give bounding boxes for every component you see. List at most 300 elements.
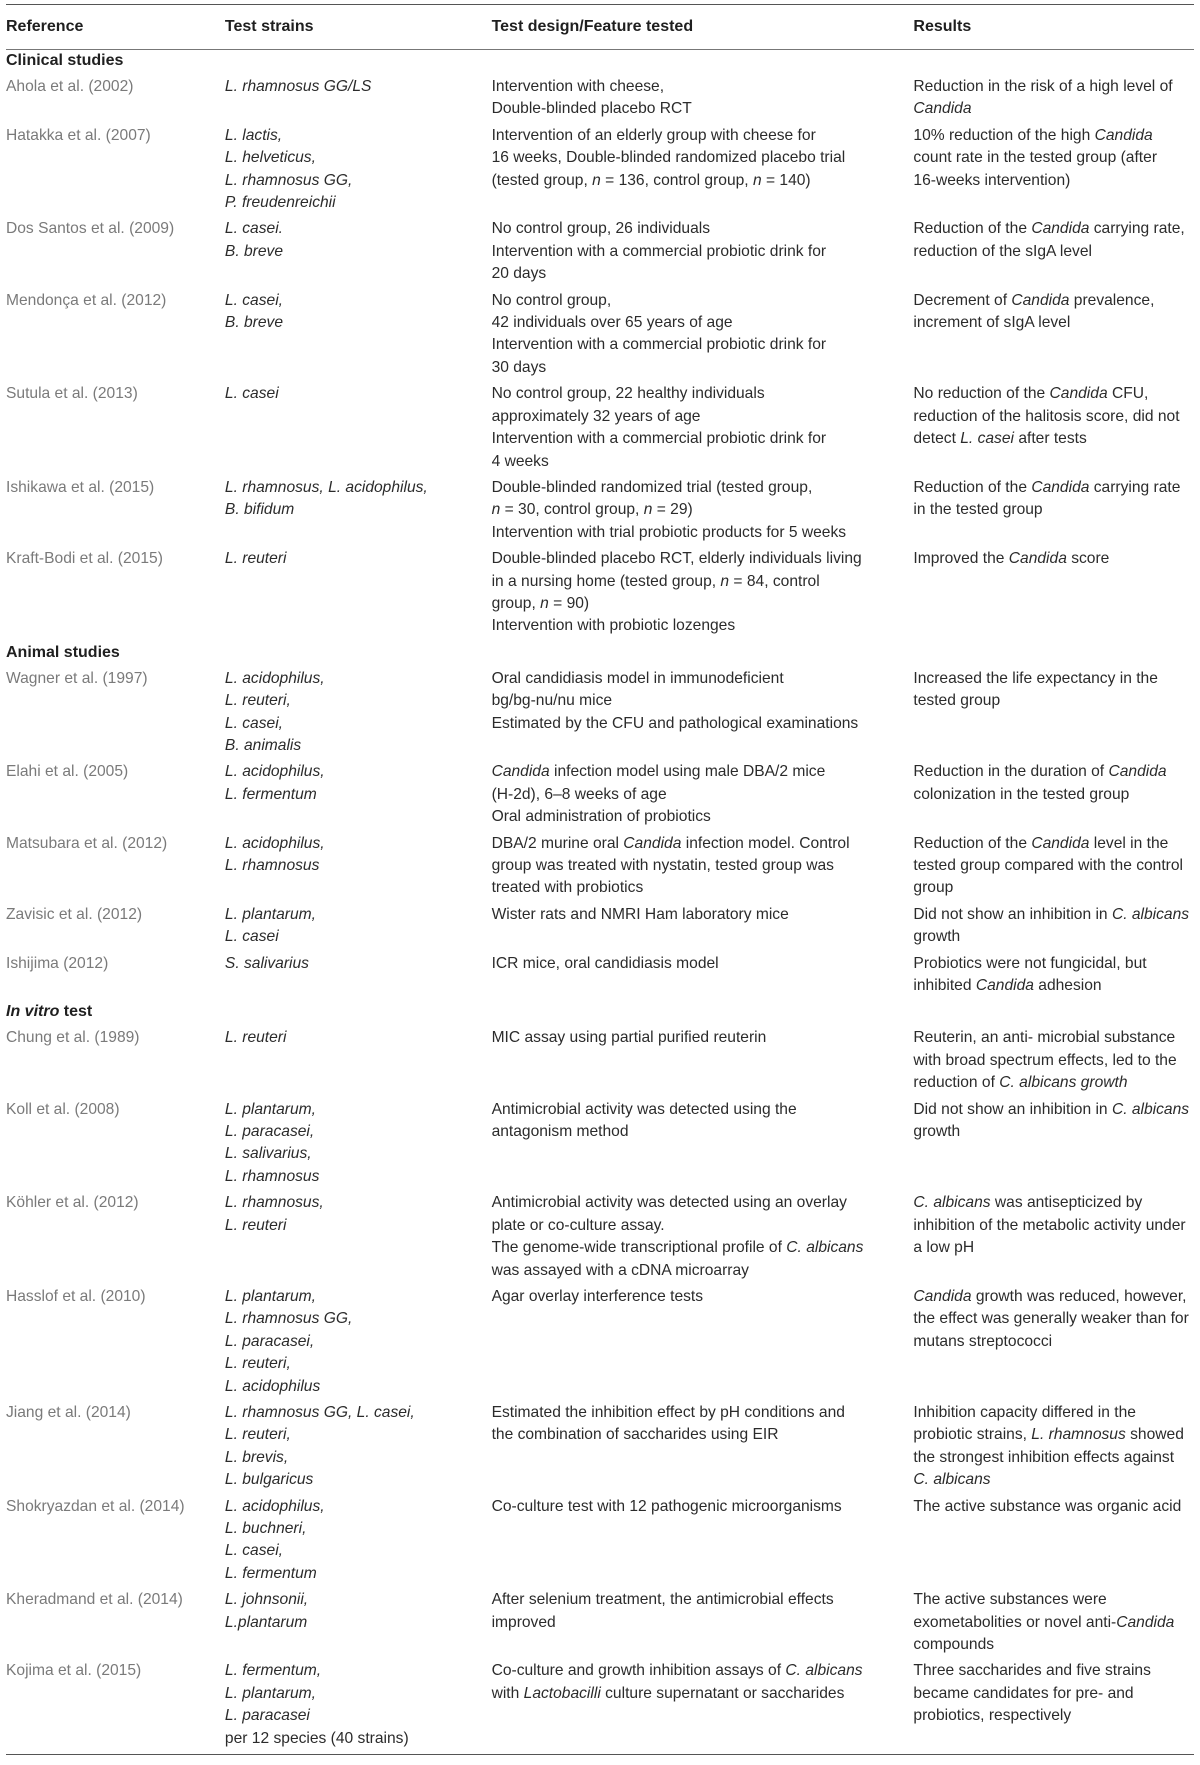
- text-run: 30 days: [491, 358, 547, 376]
- results-cell: [913, 1192, 1194, 1259]
- text-run: No control group, 22 healthy individuals: [491, 385, 765, 403]
- table-row: [6, 477, 1194, 548]
- text-run: Intervention with probiotic lozenges: [491, 617, 736, 635]
- design-cell: [492, 548, 914, 638]
- strain-line: L. rhamnosus: [224, 1167, 320, 1185]
- strain-line: L. acidophilus,: [224, 763, 325, 781]
- design-line: [492, 383, 914, 405]
- result-line: [913, 290, 1194, 312]
- result-line: [913, 428, 1194, 450]
- strains-cell: [219, 953, 492, 975]
- text-run: 4 weeks: [491, 452, 549, 470]
- text-run: Double-blinded placebo RCT, elderly individuals living: [491, 550, 862, 568]
- result-line: [913, 1683, 1194, 1705]
- table-row: [6, 1099, 1194, 1193]
- text-run: Animal studies: [6, 643, 120, 661]
- reference-cell: Hasslof et al. (2010): [6, 1287, 146, 1305]
- strain-line: L. buchneri,: [224, 1519, 307, 1537]
- text-run: Reduction of the: [913, 220, 1032, 238]
- strains-cell: [219, 383, 492, 405]
- text-run: Candida: [913, 100, 972, 118]
- reference-cell: Jiang et al. (2014): [6, 1403, 131, 1421]
- results-cell: [913, 761, 1194, 806]
- reference-cell: Kraft-Bodi et al. (2015): [6, 550, 163, 568]
- design-line: [492, 499, 914, 521]
- strain-line: L. rhamnosus GG, L. casei,: [224, 1403, 415, 1421]
- strains-cell: [219, 833, 492, 878]
- reference-cell: Dos Santos et al. (2009): [6, 220, 175, 238]
- reference-cell: Koll et al. (2008): [6, 1100, 120, 1118]
- strains-cell: [219, 1589, 492, 1634]
- text-run: prevalence,: [1069, 291, 1155, 309]
- text-run: L. rhamnosus: [1031, 1426, 1126, 1444]
- header-results: Results: [913, 18, 972, 35]
- text-run: n: [540, 594, 549, 612]
- design-cell: [492, 125, 914, 192]
- strain-line: L. paracasei,: [224, 1332, 315, 1350]
- strain-line: L. salivarius,: [224, 1145, 312, 1163]
- strain-line: L. acidophilus,: [224, 669, 325, 687]
- text-run: with broad spectrum effects, led to the: [913, 1051, 1177, 1069]
- text-run: Candida: [1049, 385, 1108, 403]
- table-header-row: [6, 5, 1194, 49]
- text-run: Oral administration of probiotics: [491, 808, 711, 826]
- text-run: Inhibition capacity differed in the: [913, 1403, 1136, 1421]
- strain-line: L. fermentum,: [224, 1662, 322, 1680]
- text-run: 16 weeks, Double-blinded randomized placebo trial: [491, 149, 846, 167]
- results-cell: [913, 1027, 1194, 1094]
- text-run: = 29): [652, 501, 693, 519]
- design-line: [492, 833, 914, 855]
- text-run: level in the: [1089, 834, 1169, 852]
- text-run: Probiotics were not fungicidal, but: [913, 954, 1147, 972]
- table-row: [6, 1402, 1194, 1496]
- text-run: Reduction in the duration of: [913, 763, 1109, 781]
- design-line: [492, 290, 914, 312]
- result-line: [913, 761, 1194, 783]
- reference-cell: Matsubara et al. (2012): [6, 834, 168, 852]
- text-run: MIC assay using partial purified reuterin: [491, 1029, 767, 1047]
- strain-line: L. brevis,: [224, 1448, 289, 1466]
- result-line: [913, 784, 1194, 806]
- design-cell: [492, 1027, 914, 1049]
- design-line: [492, 761, 914, 783]
- result-line: [913, 477, 1194, 499]
- studies-table: [6, 4, 1194, 1755]
- strain-line: L. reuteri,: [224, 1426, 291, 1444]
- text-run: Intervention of an elderly group with cheese for: [491, 126, 816, 144]
- result-line: [913, 833, 1194, 855]
- text-run: n: [720, 572, 730, 590]
- strain-line: L. plantarum,: [224, 1100, 316, 1118]
- text-run: Reduction in the risk of a high level of: [913, 78, 1173, 95]
- table-row: [6, 76, 1194, 125]
- text-run: improved: [491, 1613, 556, 1631]
- strain-line: B. animalis: [224, 736, 302, 754]
- strain-line: L. reuteri: [224, 1029, 287, 1047]
- text-run: Intervention with a commercial probiotic drink for: [491, 430, 827, 448]
- text-run: Improved the: [913, 550, 1009, 568]
- strains-cell: [219, 1402, 492, 1492]
- text-run: detect: [913, 430, 961, 448]
- text-run: The genome-wide transcriptional profile of: [491, 1239, 787, 1257]
- strains-cell: [219, 1660, 492, 1750]
- table-row: [6, 125, 1194, 219]
- text-run: Lactobacilli: [523, 1684, 601, 1702]
- strain-line: P. freudenreichii: [224, 194, 336, 212]
- results-cell: [913, 1660, 1194, 1727]
- strain-line: L. reuteri: [224, 1216, 287, 1234]
- section-heading: [6, 642, 1194, 668]
- section-heading: [6, 1001, 1194, 1027]
- reference-cell: Hatakka et al. (2007): [6, 126, 151, 144]
- results-cell: [913, 1496, 1194, 1518]
- strain-line: L. fermentum: [224, 785, 317, 803]
- design-cell: [492, 668, 914, 735]
- design-cell: [492, 76, 914, 121]
- design-line: [492, 147, 914, 169]
- reference-cell: Kheradmand et al. (2014): [6, 1591, 183, 1609]
- strain-line: L. casei,: [224, 1542, 283, 1560]
- design-line: [492, 548, 914, 570]
- table-row: [6, 668, 1194, 762]
- text-run: probiotics, respectively: [913, 1707, 1072, 1725]
- text-run: the strongest inhibition effects against: [913, 1448, 1175, 1466]
- result-line: [913, 855, 1194, 877]
- results-cell: [913, 904, 1194, 949]
- text-run: Candida: [1008, 550, 1067, 568]
- strains-cell: [219, 1099, 492, 1189]
- results-cell: [913, 1402, 1194, 1492]
- reference-cell: Wagner et al. (1997): [6, 669, 148, 687]
- strain-line: L. casei,: [224, 291, 283, 309]
- design-cell: [492, 1496, 914, 1518]
- design-line: [492, 334, 914, 356]
- reference-cell: Ishikawa et al. (2015): [6, 478, 155, 496]
- design-line: [492, 1260, 914, 1282]
- text-run: Co-culture test with 12 pathogenic microorganisms: [491, 1497, 842, 1515]
- design-cell: [492, 383, 914, 473]
- design-line: [492, 668, 914, 690]
- design-line: [492, 1286, 914, 1308]
- strain-line: L. fermentum: [224, 1564, 317, 1582]
- strains-cell: [219, 125, 492, 215]
- design-line: [492, 1121, 914, 1143]
- result-line: [913, 1660, 1194, 1682]
- design-line: [492, 1660, 914, 1682]
- text-run: reduction of: [913, 1074, 1000, 1092]
- design-line: [492, 1402, 914, 1424]
- text-run: became candidates for pre- and: [913, 1684, 1134, 1702]
- text-run: Intervention with a commercial probiotic drink for: [491, 336, 827, 354]
- design-line: [492, 170, 914, 192]
- result-line: [913, 877, 1194, 899]
- text-run: with: [491, 1684, 524, 1702]
- strain-line: L. rhamnosus GG,: [224, 171, 353, 189]
- design-line: [492, 1612, 914, 1634]
- text-run: 10% reduction of the high: [913, 126, 1095, 144]
- strain-line: per 12 species (40 strains): [224, 1729, 409, 1747]
- text-run: Oral candidiasis model in immunodeficient: [491, 669, 784, 687]
- design-line: [492, 428, 914, 450]
- design-cell: [492, 1589, 914, 1634]
- strains-cell: [219, 668, 492, 758]
- design-cell: [492, 477, 914, 544]
- table-row: [6, 904, 1194, 953]
- result-line: [913, 406, 1194, 428]
- strains-cell: [219, 1286, 492, 1398]
- results-cell: [913, 1286, 1194, 1353]
- design-line: [492, 571, 914, 593]
- text-run: was antisepticized by: [990, 1194, 1143, 1212]
- text-run: C. albicans: [913, 1471, 991, 1489]
- text-run: carrying rate: [1089, 478, 1181, 496]
- result-line: [913, 147, 1194, 169]
- text-run: ICR mice, oral candidiasis model: [491, 954, 719, 972]
- text-run: The active substance was organic acid: [913, 1497, 1182, 1515]
- text-run: probiotic strains,: [913, 1426, 1032, 1444]
- result-line: [913, 1308, 1194, 1330]
- design-cell: [492, 833, 914, 900]
- table-row: [6, 1589, 1194, 1660]
- result-line: [913, 1215, 1194, 1237]
- result-line: [913, 1027, 1194, 1049]
- text-run: growth was reduced, however,: [971, 1287, 1187, 1305]
- result-line: [913, 1612, 1194, 1634]
- result-line: [913, 170, 1194, 192]
- result-line: [913, 1237, 1194, 1259]
- result-line: [913, 383, 1194, 405]
- text-run: Wister rats and NMRI Ham laboratory mice: [491, 905, 789, 923]
- reference-cell: Köhler et al. (2012): [6, 1194, 139, 1212]
- table-row: [6, 833, 1194, 904]
- design-line: [492, 451, 914, 473]
- table-row: [6, 761, 1194, 832]
- reference-cell: Kojima et al. (2015): [6, 1662, 142, 1680]
- result-line: [913, 312, 1194, 334]
- result-line: [913, 1447, 1194, 1469]
- strain-line: L. bulgaricus: [224, 1471, 314, 1489]
- text-run: tested group compared with the control: [913, 857, 1184, 874]
- text-run: = 84, control: [729, 572, 820, 590]
- text-run: Candida: [1094, 126, 1153, 144]
- design-line: [492, 855, 914, 877]
- table-row: [6, 383, 1194, 477]
- text-run: C. albicans: [913, 1194, 991, 1212]
- header-test-design: Test design/Feature tested: [491, 18, 694, 35]
- header-test-strains: Test strains: [224, 18, 314, 35]
- results-cell: [913, 76, 1194, 121]
- text-run: the combination of saccharides using EIR: [491, 1426, 779, 1444]
- text-run: approximately 32 years of age: [491, 407, 701, 425]
- result-line: [913, 953, 1194, 975]
- text-run: plate or co-culture assay.: [491, 1216, 665, 1234]
- design-line: [492, 877, 914, 899]
- text-run: L. casei: [960, 430, 1014, 448]
- text-run: Agar overlay interference tests: [491, 1287, 704, 1305]
- text-run: culture supernatant or saccharides: [600, 1684, 845, 1702]
- design-line: [492, 1027, 914, 1049]
- table-row: [6, 1496, 1194, 1590]
- section-title: [6, 1003, 92, 1021]
- table-row: [6, 218, 1194, 289]
- text-run: 42 individuals over 65 years of age: [491, 314, 733, 332]
- result-line: [913, 1121, 1194, 1143]
- text-run: adhesion: [1033, 977, 1102, 995]
- result-line: [913, 1099, 1194, 1121]
- text-run: No reduction of the: [913, 385, 1050, 403]
- result-line: [913, 76, 1194, 98]
- result-line: [913, 1469, 1194, 1491]
- section-title: [6, 52, 123, 70]
- text-run: Candida: [1031, 834, 1090, 852]
- design-line: [492, 125, 914, 147]
- result-line: [913, 1192, 1194, 1214]
- text-run: 20 days: [491, 265, 547, 283]
- text-run: group,: [491, 594, 541, 612]
- design-line: [492, 690, 914, 712]
- text-run: The active substances were: [913, 1591, 1107, 1609]
- design-line: [492, 76, 914, 98]
- text-run: Reuterin, an anti- microbial substance: [913, 1029, 1176, 1047]
- design-cell: [492, 290, 914, 380]
- text-run: tested group: [913, 692, 1001, 710]
- text-run: Did not show an inhibition in: [913, 1100, 1112, 1118]
- result-line: [913, 1634, 1194, 1656]
- text-run: Antimicrobial activity was detected using the: [491, 1100, 797, 1118]
- design-cell: [492, 218, 914, 285]
- design-line: [492, 713, 914, 735]
- strain-line: L. reuteri,: [224, 1355, 291, 1373]
- results-cell: [913, 833, 1194, 900]
- text-run: In vitro: [6, 1003, 60, 1021]
- reference-cell: Ahola et al. (2002): [6, 78, 134, 95]
- strains-cell: [219, 761, 492, 806]
- result-line: [913, 125, 1194, 147]
- section-title: [6, 644, 120, 662]
- design-line: [492, 1683, 914, 1705]
- table-body: [6, 50, 1194, 1754]
- results-cell: [913, 218, 1194, 263]
- table-row: [6, 1286, 1194, 1402]
- result-line: [913, 1705, 1194, 1727]
- text-run: Decrement of: [913, 291, 1012, 309]
- reference-cell: Elahi et al. (2005): [6, 763, 129, 781]
- strain-line: L. casei: [224, 928, 279, 946]
- text-run: Candida: [975, 977, 1034, 995]
- design-line: [492, 1424, 914, 1446]
- results-cell: [913, 290, 1194, 335]
- text-run: bg/bg-nu/nu mice: [491, 692, 613, 710]
- text-run: Did not show an inhibition in: [913, 905, 1112, 923]
- text-run: C. albicans: [786, 1239, 864, 1257]
- results-cell: [913, 668, 1194, 713]
- text-run: Estimated by the CFU and pathological examinations: [491, 714, 859, 732]
- text-run: C. albicans growth: [999, 1074, 1128, 1092]
- text-run: Intervention with cheese,: [491, 78, 665, 95]
- strains-cell: [219, 1027, 492, 1049]
- text-run: infection model. Control: [681, 834, 850, 852]
- design-line: [492, 1192, 914, 1214]
- text-run: was assayed with a cDNA microarray: [491, 1261, 749, 1279]
- strains-cell: [219, 1192, 492, 1237]
- text-run: Candida: [1031, 220, 1090, 238]
- text-run: Increased the life expectancy in the: [913, 669, 1158, 687]
- section-heading: [6, 50, 1194, 76]
- result-line: [913, 926, 1194, 948]
- result-line: [913, 1072, 1194, 1094]
- strain-line: L. paracasei,: [224, 1123, 315, 1141]
- strain-line: L. plantarum,: [224, 905, 316, 923]
- text-run: Three saccharides and five strains: [913, 1662, 1151, 1680]
- text-run: Candida: [623, 834, 682, 852]
- text-run: n: [643, 501, 653, 519]
- strain-line: L. rhamnosus GG,: [224, 1310, 353, 1328]
- text-run: C. albicans: [1111, 905, 1190, 923]
- result-line: [913, 1331, 1194, 1353]
- results-cell: [913, 548, 1194, 570]
- design-cell: [492, 1192, 914, 1282]
- text-run: Estimated the inhibition effect by pH conditions and: [491, 1403, 845, 1421]
- reference-cell: Shokryazdan et al. (2014): [6, 1497, 185, 1515]
- design-cell: [492, 1660, 914, 1705]
- design-cell: [492, 1286, 914, 1308]
- table-row: [6, 290, 1194, 384]
- text-run: n: [491, 501, 501, 519]
- strain-line: L. reuteri,: [224, 692, 291, 710]
- reference-cell: Zavisic et al. (2012): [6, 905, 143, 923]
- reference-cell: Sutula et al. (2013): [6, 385, 138, 403]
- text-run: growth: [913, 1123, 961, 1141]
- text-run: = 140): [761, 171, 811, 189]
- design-line: [492, 1215, 914, 1237]
- result-line: [913, 98, 1194, 120]
- design-line: [492, 406, 914, 428]
- design-line: [492, 241, 914, 263]
- design-cell: [492, 761, 914, 828]
- result-line: [913, 499, 1194, 521]
- strain-line: L. lactis,: [224, 126, 283, 144]
- result-line: [913, 1589, 1194, 1611]
- strain-line: S. salivarius: [224, 954, 309, 972]
- design-line: [492, 953, 914, 975]
- strain-line: L. acidophilus,: [224, 834, 325, 852]
- design-line: [492, 1496, 914, 1518]
- text-run: inhibition of the metabolic activity under: [913, 1216, 1186, 1234]
- design-line: [492, 1589, 914, 1611]
- strain-line: L. plantarum,: [224, 1287, 316, 1305]
- text-run: in the tested group: [913, 501, 1043, 519]
- text-run: group was treated with nystatin, tested group was: [491, 857, 834, 874]
- table-row: [6, 1027, 1194, 1098]
- reference-cell: Mendonça et al. (2012): [6, 291, 167, 309]
- text-run: Candida: [1116, 1613, 1175, 1631]
- design-line: [492, 263, 914, 285]
- text-run: a low pH: [913, 1239, 975, 1257]
- strain-line: L.plantarum: [224, 1613, 308, 1631]
- text-run: CFU,: [1107, 385, 1149, 403]
- result-line: [913, 1286, 1194, 1308]
- results-cell: [913, 125, 1194, 192]
- result-line: [913, 690, 1194, 712]
- result-line: [913, 241, 1194, 263]
- strain-line: L. casei: [224, 385, 279, 403]
- text-run: test: [59, 1003, 93, 1021]
- design-line: [492, 357, 914, 379]
- design-line: [492, 615, 914, 637]
- result-line: [913, 1424, 1194, 1446]
- text-run: colonization in the tested group: [913, 785, 1130, 803]
